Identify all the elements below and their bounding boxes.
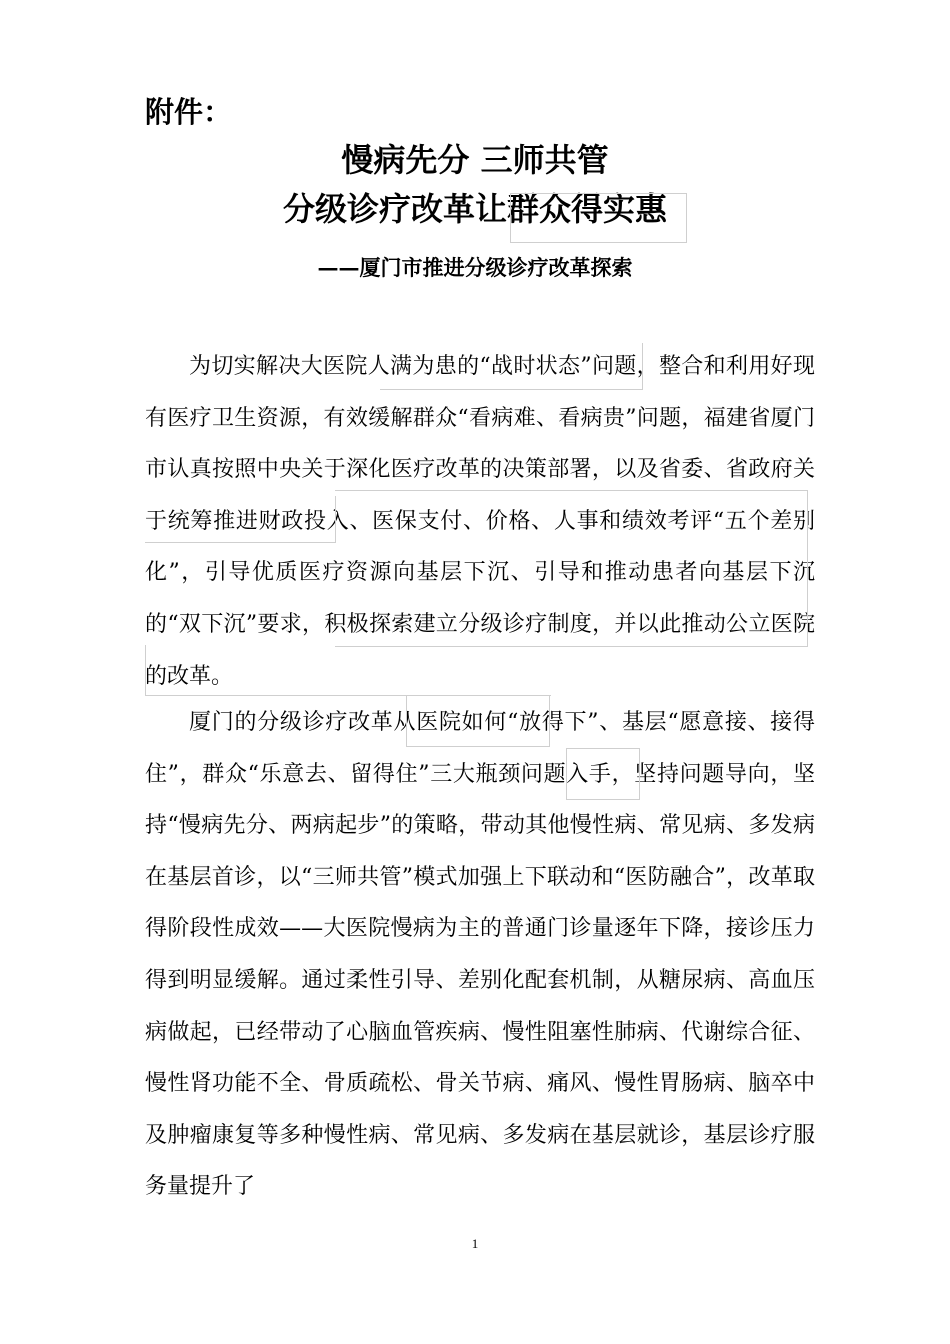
- subtitle: ——厦门市推进分级诊疗改革探索: [317, 255, 633, 280]
- paragraph-1: 为切实解决大医院人满为患的“战时状态”问题，整合和利用好现有医疗卫生资源，有效缓解群众“看病难、看病贵”问题，福建省厦门市认真按照中央关于深化医疗改革的决策部署，以及省委、省政府关于统筹推进财政投入、医保支付、价格、人事和绩效考评“五个差别化”，引导优质医疗资源向基层下沉、引导和推动患者向基层下沉的“双下沉”要求，积极探索建立分级诊疗制度，并以此推动公立医院的改革。: [145, 354, 815, 689]
- page-number: 1: [471, 1236, 479, 1251]
- paragraph-2: 厦门的分级诊疗改革从医院如何“放得下”、基层“愿意接、接得住”，群众“乐意去、留得住”三大瓶颈问题入手，坚持问题导向，坚持“慢病先分、两病起步”的策略，带动其他慢性病、常见病、多发病在基层首诊，以“三师共管”模式加强上下联动和“医防融合”，改革取得阶段性成效——大医院慢病为主的普通门诊量逐年下降，接诊压力得到明显缓解。通过柔性引导、差别化配套机制，从糖尿病、高血压病做起，已经带动了心脑血管疾病、慢性阻塞性肺病、代谢综合征、慢性肾功能不全、骨质疏松、骨关节病、痛风、慢性胃肠病、脑卒中及肿瘤康复等多种慢性病、常见病、多发病在基层就诊，基层诊疗服务量提升了: [145, 710, 815, 1200]
- attachment-label: 附件：: [145, 95, 233, 129]
- title-line-1: 慢病先分 三师共管: [341, 141, 609, 179]
- title-line-2: 分级诊疗改革让群众得实惠: [282, 190, 667, 228]
